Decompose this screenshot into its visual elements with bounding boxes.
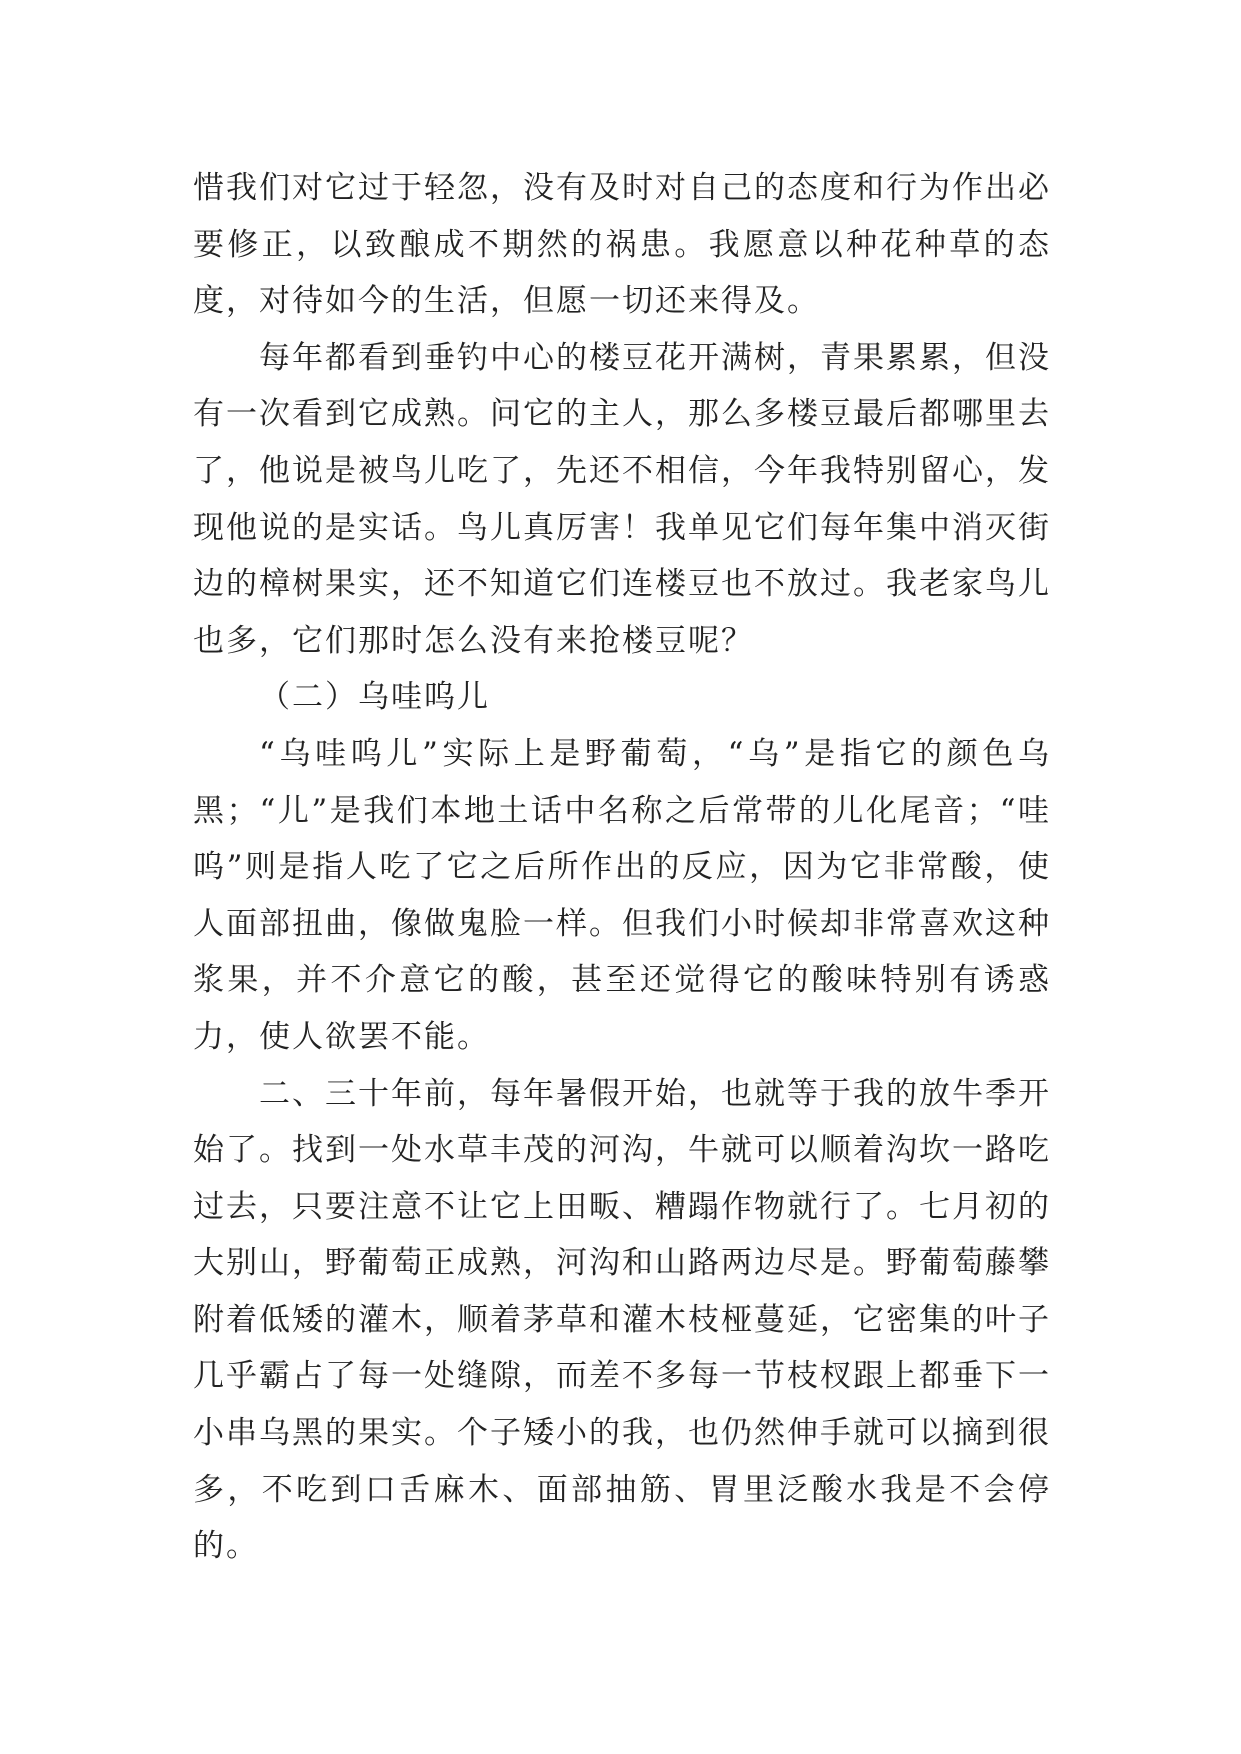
body-text [193,160,1051,1575]
paragraph-loudou: 每年都看到垂钓中心的楼豆花开满树，青果累累，但没有一次看到它成熟。问它的主人，那么多楼豆最后都哪里去了，他说是被鸟儿吃了，先还不相信，今年我特别留心，发现他说的是实话。鸟儿真厉害！我单见它们每年集中消灭街边的樟树果实，还不知道它们连楼豆也不放过。我老家鸟儿也多，它们那时怎么没有来抢楼豆呢？ [193,339,1051,659]
paragraph-continued: 惜我们对它过于轻忽，没有及时对自己的态度和行为作出必要修正，以致酿成不期然的祸患。我愿意以种花种草的态度，对待如今的生活，但愿一切还来得及。 [193,170,1051,320]
paragraph-wild-grape-definition: “乌哇呜儿”实际上是野葡萄，“乌”是指它的颜色乌黑；“儿”是我们本地土话中名称之后常带的儿化尾音；“哇呜”则是指人吃了它之后所作出的反应，因为它非常酸，使人面部扭曲，像做鬼脸一样。但我们小时候却非常喜欢这种浆果，并不介意它的酸，甚至还觉得它的酸味特别有诱惑力，使人欲罢不能。 [193,735,1051,1055]
section-heading: （二）乌哇呜儿 [259,679,490,716]
paragraph-cattle-herding: 二、三十年前，每年暑假开始，也就等于我的放牛季开始了。找到一处水草丰茂的河沟，牛就可以顺着沟坎一路吃过去，只要注意不让它上田畈、糟蹋作物就行了。七月初的大别山，野葡萄正成熟，河沟和山路两边尽是。野葡萄藤攀附着低矮的灌木，顺着茅草和灌木枝桠蔓延，它密集的叶子几乎霸占了每一处缝隙，而差不多每一节枝杈跟上都垂下一小串乌黑的果实。个子矮小的我，也仍然伸手就可以摘到很多，不吃到口舌麻木、面部抽筋、胃里泛酸水我是不会停的。 [193,1075,1051,1565]
